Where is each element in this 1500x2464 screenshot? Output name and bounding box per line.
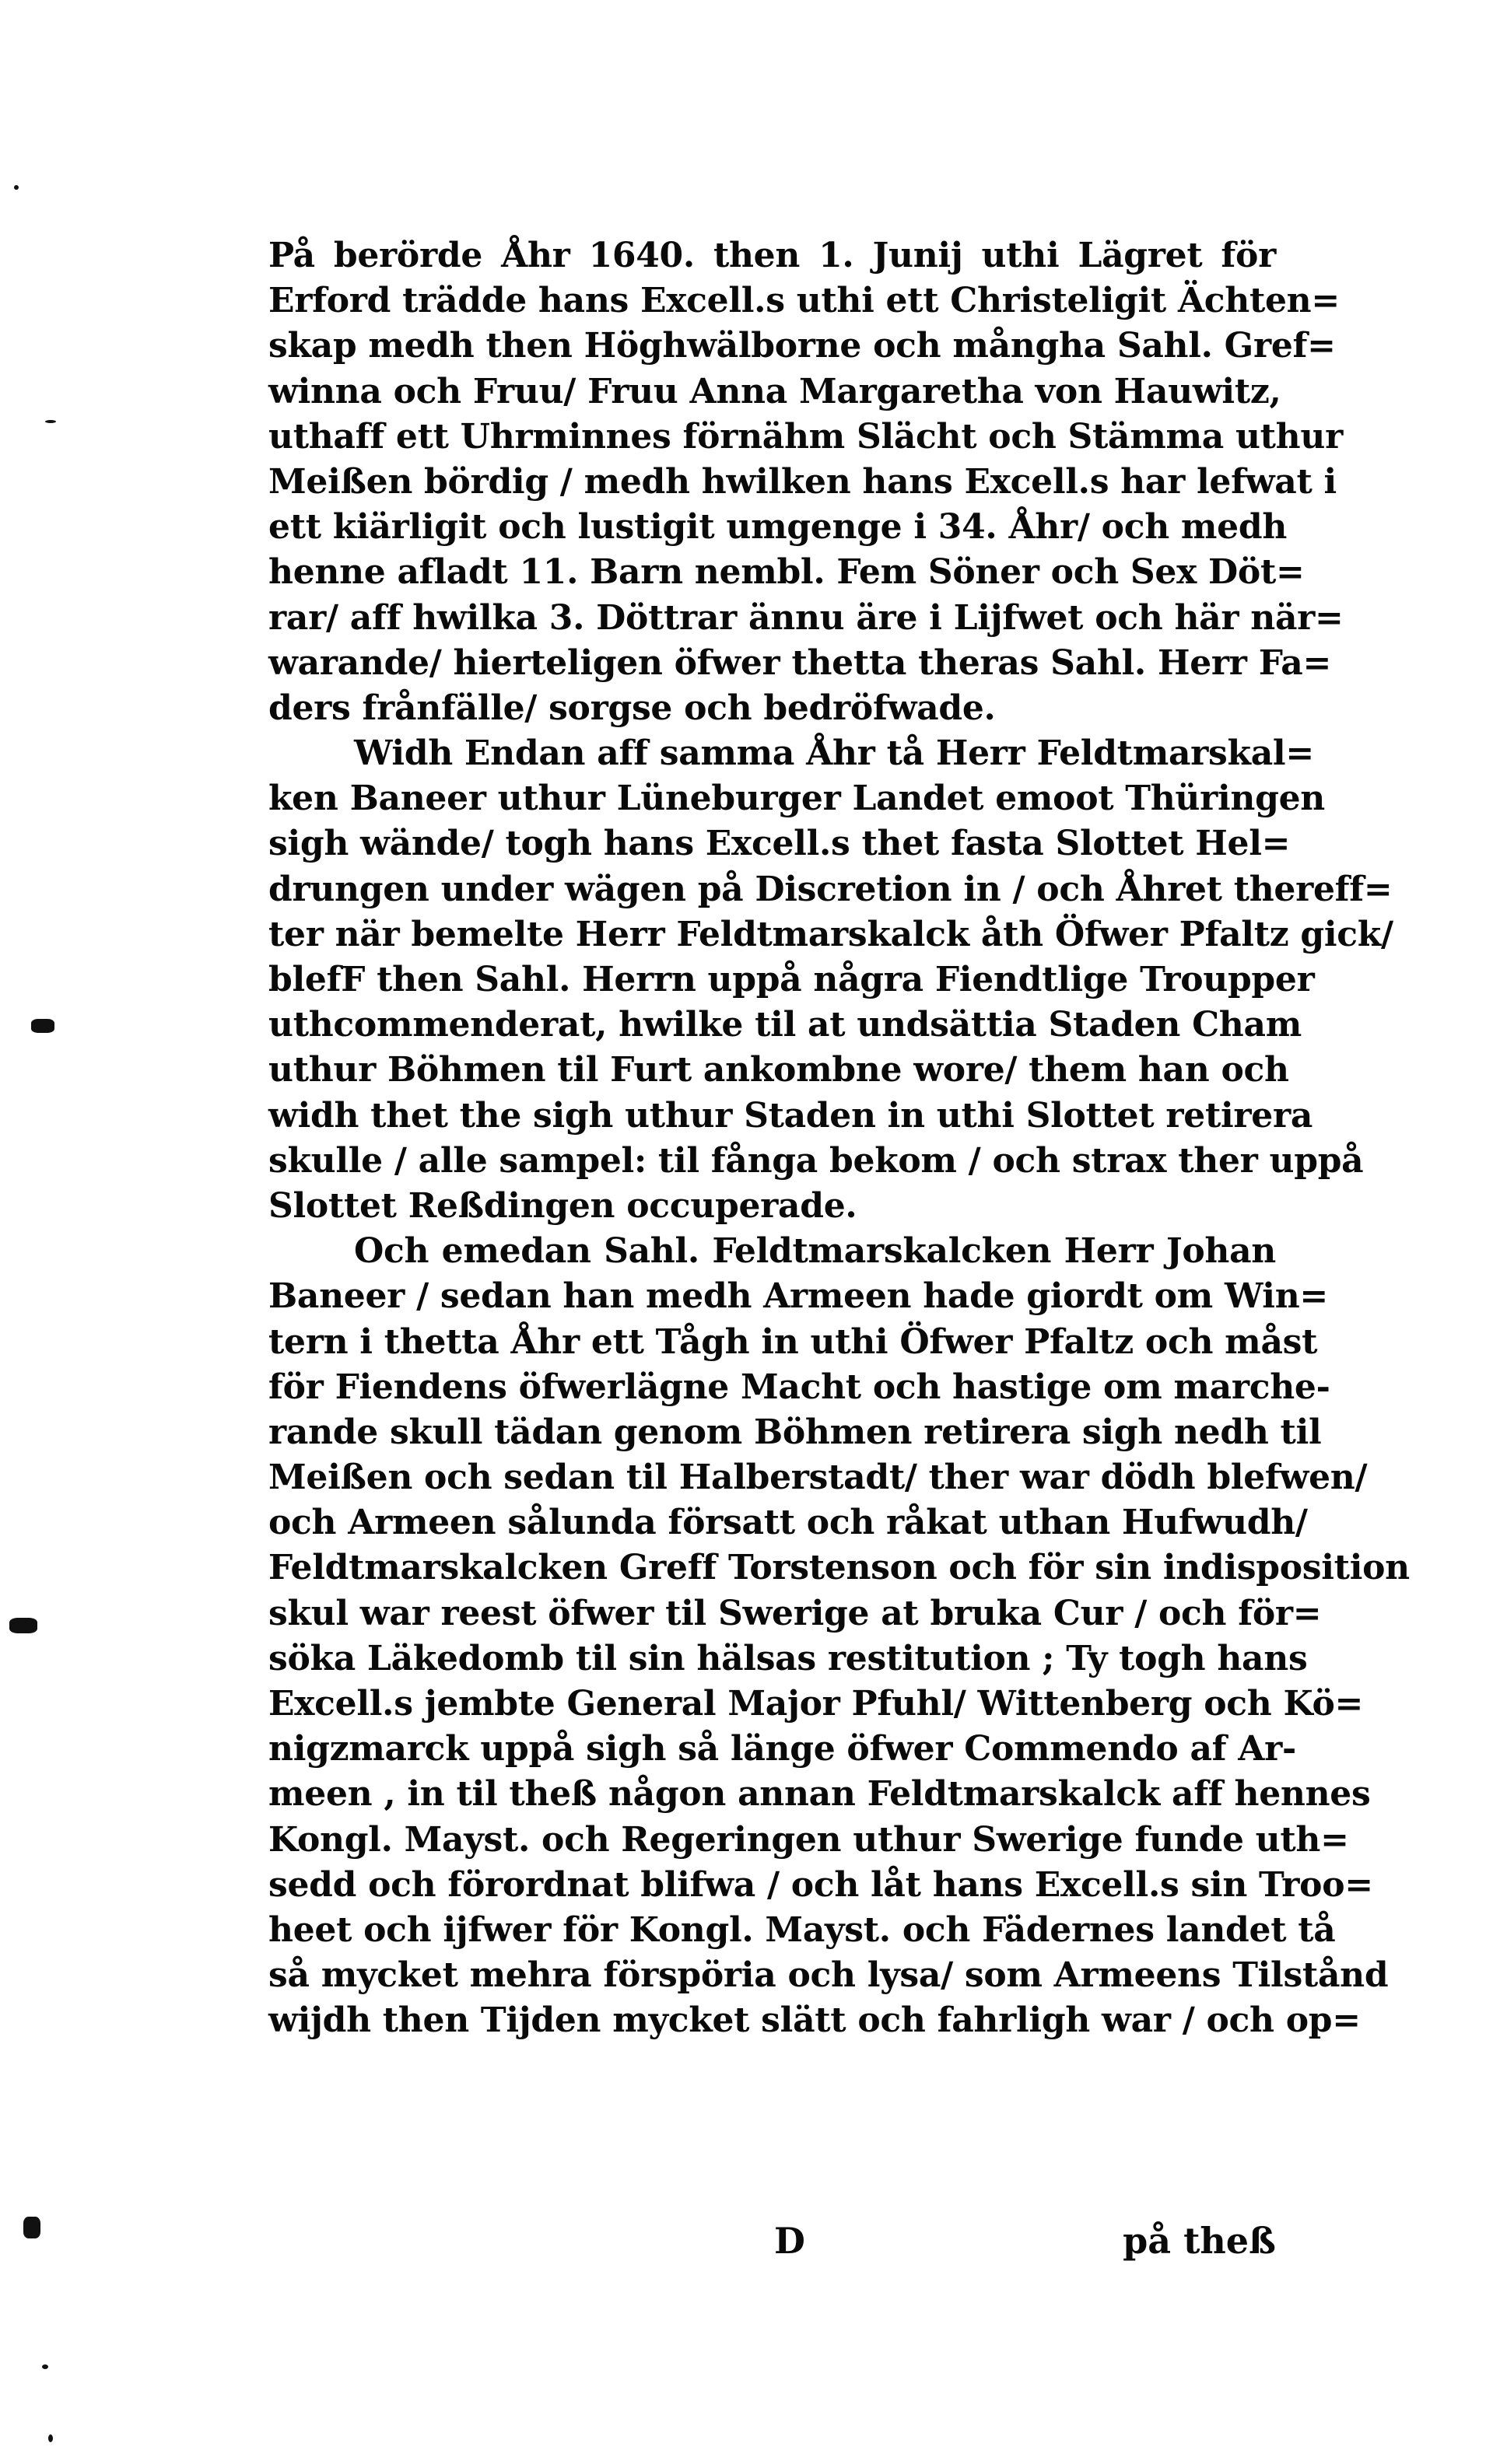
- text-line: meen , in til theß någon annan Feldtmarskalck aff hennes: [268, 1774, 1371, 1815]
- text-line: blefF then Sahl. Herrn uppå några Fiendtlige Troupper: [268, 960, 1315, 999]
- paragraph-start: Widh Endan aff samma Åhr tå Herr Feldtmarskal=: [354, 733, 1314, 774]
- text-line: Excell.s jembte General Major Pfuhl/ Wittenberg och Kö=: [268, 1684, 1364, 1724]
- text-line: uthaff ett Uhrminnes förnähm Slächt och Stämma uthur: [268, 416, 1343, 457]
- text-line: ken Baneer uthur Lüneburger Landet emoot Thüringen: [268, 779, 1325, 819]
- text-line: så mycket mehra förspöria och lysa/ som Armeens Tilstånd: [268, 1955, 1389, 1996]
- text-line: warande/ hierteligen öfwer thetta theras Sahl. Herr Fa=: [268, 642, 1332, 683]
- text-line: drungen under wägen på Discretion in / och Åhret thereff=: [268, 869, 1393, 909]
- text-line: Feldtmarskalcken Greff Torstenson och för sin indisposition: [268, 1548, 1410, 1588]
- text-line: Meißen och sedan til Halberstadt/ ther war dödh blefwen/: [268, 1458, 1368, 1498]
- text-line: för Fiendens öfwerlägne Macht och hastige om marche-: [268, 1367, 1330, 1407]
- text-line: tern i thetta Åhr ett Tågh in uthi Öfwer Pfaltz och måst: [268, 1321, 1318, 1362]
- text-line: skulle / alle sampel: til fånga bekom / och strax ther uppå: [268, 1140, 1364, 1181]
- paragraph-start: Och emedan Sahl. Feldtmarskalcken Herr Johan: [354, 1231, 1276, 1272]
- scan-speck: [23, 2217, 40, 2238]
- text-line: skap medh then Höghwälborne och mångha Sahl. Gref=: [268, 326, 1336, 366]
- text-line: Erford trädde hans Excell.s uthi ett Christeligit Ächten=: [268, 281, 1340, 321]
- text-line: henne afladt 11. Barn nembl. Fem Söner och Sex Döt=: [268, 552, 1305, 593]
- scan-speck: [42, 2364, 48, 2369]
- scan-speck: [45, 420, 56, 423]
- scan-speck: [31, 1019, 54, 1033]
- text-line: sigh wände/ togh hans Excell.s thet fasta Slottet Hel=: [268, 824, 1291, 864]
- text-line: Baneer / sedan han medh Armeen hade giordt om Win=: [268, 1276, 1328, 1317]
- text-line: Meißen bördig / medh hwilken hans Excell.s har lefwat i: [268, 461, 1337, 502]
- text-line: rande skull tädan genom Böhmen retirera sigh nedh til: [268, 1412, 1322, 1452]
- text-line: ders frånfälle/ sorgse och bedröfwade.: [268, 688, 996, 728]
- text-line: söka Läkedomb til sin hälsas restitution ; Ty togh hans: [268, 1638, 1308, 1678]
- signature-mark: D: [774, 2220, 805, 2262]
- text-line: På berörde Åhr 1640. then 1. Junij uthi Lägret för: [268, 236, 1276, 275]
- body-text: [268, 233, 1410, 2044]
- text-line: heet och ijfwer för Kongl. Mayst. och Fädernes landet tå: [268, 1909, 1336, 1950]
- page-footer: [268, 2214, 1276, 2268]
- scan-speck: [9, 1618, 37, 1633]
- catchword: på theß: [1123, 2220, 1276, 2262]
- text-line: wijdh then Tijden mycket slätt och fahrligh war / och op=: [268, 2000, 1361, 2041]
- text-line: uthcommenderat, hwilke til at undsättia Staden Cham: [268, 1005, 1302, 1045]
- text-line: winna och Fruu/ Fruu Anna Margaretha von Hauwitz,: [268, 371, 1281, 411]
- text-line: och Armeen sålunda försatt och råkat uthan Hufwudh/: [268, 1503, 1308, 1543]
- scan-speck: [48, 2434, 53, 2442]
- text-line: Kongl. Mayst. och Regeringen uthur Swerige funde uth=: [268, 1819, 1349, 1860]
- text-line: uthur Böhmen til Furt ankombne wore/ them han och: [268, 1050, 1289, 1090]
- text-line: rar/ aff hwilka 3. Döttrar ännu äre i Lijfwet och här när=: [268, 597, 1344, 638]
- text-line: widh thet the sigh uthur Staden in uthi Slottet retirera: [268, 1095, 1313, 1136]
- scan-speck: [14, 185, 19, 190]
- text-line: nigzmarck uppå sigh så länge öfwer Commendo af Ar-: [268, 1729, 1296, 1769]
- text-line: ett kiärligit och lustigit umgenge i 34. Åhr/ och medh: [268, 507, 1288, 548]
- text-line: ter när bemelte Herr Feldtmarskalck åth Öfwer Pfaltz gick/: [268, 914, 1393, 954]
- text-line: Slottet Reßdingen occuperade.: [268, 1185, 857, 1226]
- text-line: sedd och förordnat blifwa / och låt hans Excell.s sin Troo=: [268, 1864, 1373, 1905]
- text-line: skul war reest öfwer til Swerige at bruka Cur / och för=: [268, 1593, 1322, 1633]
